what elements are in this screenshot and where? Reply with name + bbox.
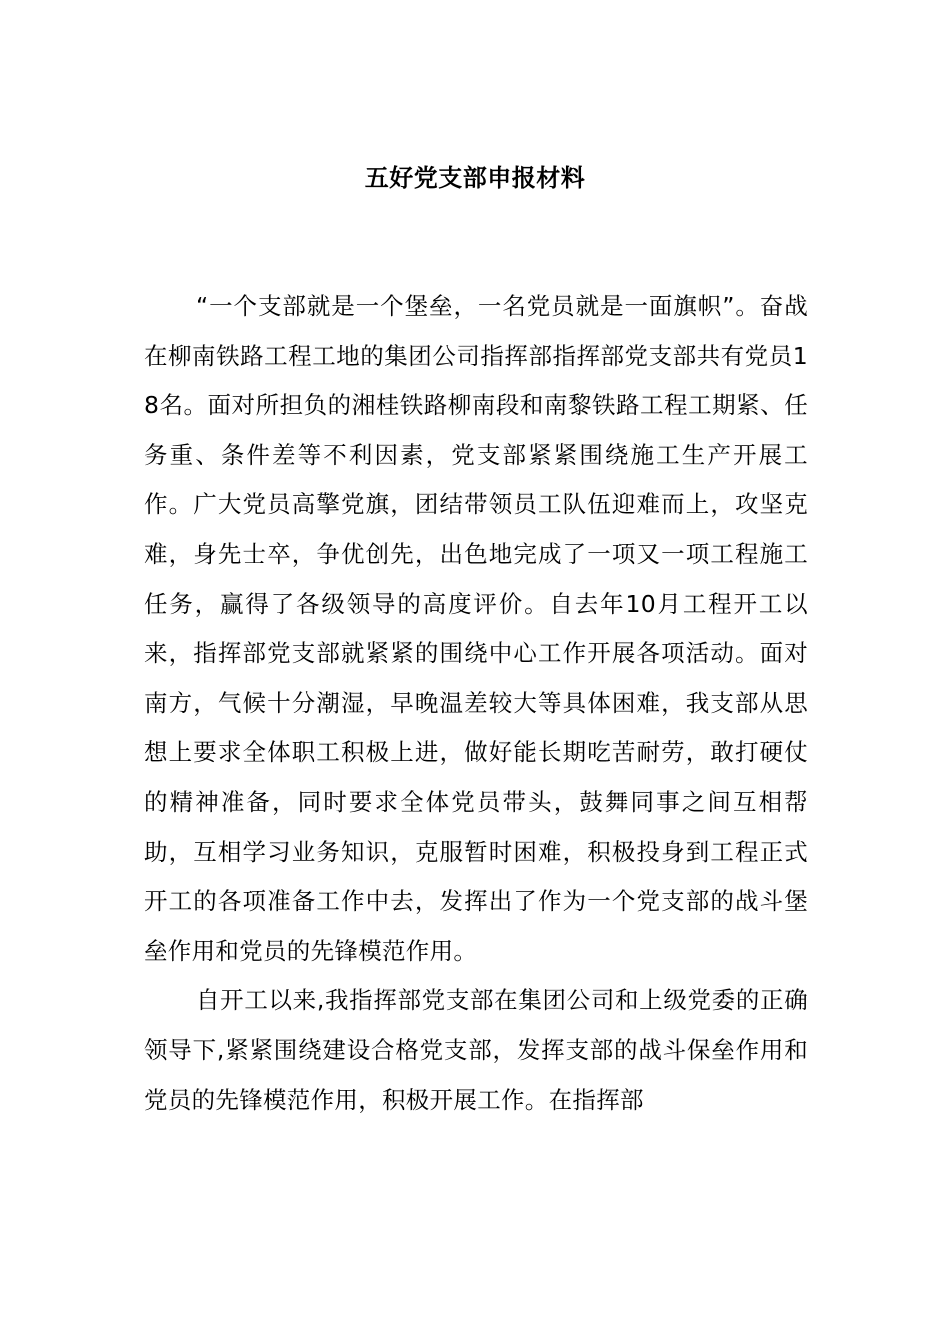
paragraph-2: 自开工以来,我指挥部党支部在集团公司和上级党委的正确领导下,紧紧围绕建设合格党支部，发挥支部的战斗保垒作用和党员的先锋模范作用，积极开展工作。在指挥部 [144,986,808,1114]
document-body [144,282,808,1125]
document-title: 五好党支部申报材料 [364,164,586,192]
paragraph-1: “一个支部就是一个堡垒，一名党员就是一面旗帜”。奋战在柳南铁路工程工地的集团公司指挥部指挥部党支部共有党员18名。面对所担负的湘桂铁路柳南段和南黎铁路工程工期紧、任务重、条件差等不利因素，党支部紧紧围绕施工生产开展工作。广大党员高擎党旗，团结带领员工队伍迎难而上，攻坚克难，身先士卒，争优创先，出色地完成了一项又一项工程施工任务，赢得了各级领导的高度评价。自去年10月工程开工以来，指挥部党支部就紧紧的围绕中心工作开展各项活动。面对南方，气候十分潮湿，早晚温差较大等具体困难，我支部从思想上要求全体职工积极上进，做好能长期吃苦耐劳，敢打硬仗的精神准备，同时要求全体党员带头，鼓舞同事之间互相帮助，互相学习业务知识，克服暂时困难，积极投身到工程正式开工的各项准备工作中去，发挥出了作为一个党支部的战斗堡垒作用和党员的先锋模范作用。 [144,292,808,965]
